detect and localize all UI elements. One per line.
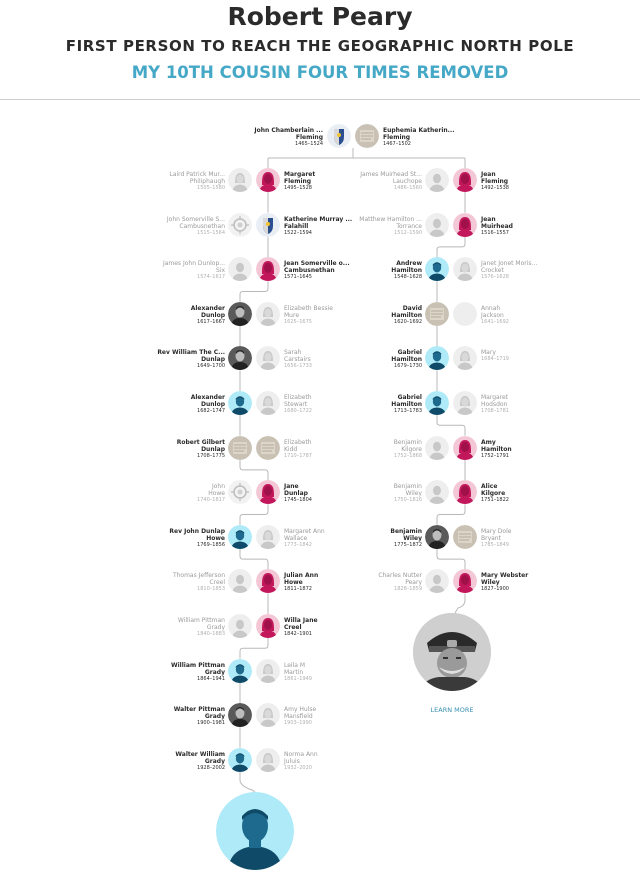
person-name: Willa Jane	[284, 617, 318, 624]
person-surname: Dunlap	[201, 356, 225, 364]
person-dates: 1512–1590	[394, 229, 422, 236]
male-silhouette-icon[interactable]	[228, 257, 252, 281]
ancestor-card[interactable]	[284, 171, 315, 192]
person-dates: 1811–1872	[284, 586, 312, 593]
person-surname: Grady	[206, 624, 225, 631]
person-dates: 1682–1747	[197, 408, 225, 414]
crest-icon[interactable]	[228, 480, 252, 504]
spouse-card[interactable]	[284, 394, 312, 415]
person-name: Benjamin	[393, 438, 422, 446]
person-surname: Muirhead	[481, 222, 513, 230]
page-subtitle: FIRST PERSON TO REACH THE GEOGRAPHIC NORTH POLE	[65, 37, 575, 55]
person-surname: Dunlap	[201, 445, 225, 453]
connector-line	[268, 148, 465, 168]
ancestor-card[interactable]	[284, 260, 350, 281]
ancestor-card[interactable]	[177, 439, 225, 460]
connector-line	[240, 460, 268, 481]
person-dates: 1571–1645	[284, 274, 312, 281]
portrait-photo-icon[interactable]	[228, 703, 252, 727]
person-dates: 1775–1872	[394, 541, 422, 548]
person-name: Charles Nutter	[378, 572, 422, 580]
ancestor-card[interactable]	[390, 528, 422, 549]
ancestor-card[interactable]	[481, 572, 528, 593]
person-surname: Grady	[204, 713, 225, 721]
person-name: Margaret	[284, 171, 316, 178]
spouse-card[interactable]	[481, 528, 511, 549]
document-photo-icon[interactable]	[256, 436, 280, 460]
person-name: Mary	[481, 349, 496, 357]
person-surname: Creel	[209, 579, 225, 587]
learn-more-link[interactable]: LEARN MORE	[430, 706, 474, 714]
male-silhouette-icon[interactable]	[425, 480, 449, 504]
person-surname: Grady	[204, 668, 225, 676]
person-name: Thomas Jefferson	[172, 572, 225, 580]
female-avatar-icon[interactable]	[256, 168, 280, 192]
spouse-card[interactable]	[163, 260, 225, 281]
person-dates: 1932–2020	[284, 764, 312, 771]
person-dates: 1495–1528	[284, 185, 312, 191]
person-name: Jean	[481, 171, 496, 178]
person-name: Alexander	[190, 304, 225, 312]
person-surname: Hamilton	[391, 267, 422, 275]
ancestor-card[interactable]	[391, 305, 422, 326]
connector-line	[240, 772, 255, 792]
person-surname: Fleming	[481, 178, 509, 185]
person-surname: Hamilton	[391, 356, 422, 364]
person-dates: 1713–1783	[394, 408, 422, 414]
female-avatar-icon[interactable]	[453, 480, 477, 504]
person-dates: 1679–1730	[394, 363, 422, 370]
person-surname: Wiley	[481, 579, 500, 587]
person-dates: 1810–1853	[197, 586, 225, 593]
person-surname: Wiley	[405, 490, 422, 498]
person-dates: 1785–1849	[481, 541, 509, 548]
person-surname: Kilgore	[401, 445, 422, 453]
person-surname: Mansfield	[284, 713, 313, 721]
person-surname: Crocket	[481, 267, 504, 275]
person-dates: 1864–1941	[197, 675, 225, 682]
person-name: Leila M	[284, 661, 306, 669]
person-dates: 1750–1816	[394, 497, 422, 504]
person-surname: Lauchope	[392, 178, 422, 185]
person-name: Jane	[284, 483, 299, 491]
ancestor-card[interactable]	[481, 439, 512, 460]
connector-line	[240, 638, 268, 659]
person-surname: Wiley	[403, 534, 422, 542]
spouse-card[interactable]	[284, 305, 333, 326]
ancestor-card[interactable]	[481, 483, 509, 504]
document-photo-icon[interactable]	[425, 302, 449, 326]
person-surname: Six	[215, 267, 225, 275]
male-avatar-icon[interactable]	[425, 257, 449, 281]
person-name: Elizabeth Bessie	[284, 304, 333, 312]
person-surname: Bryant	[481, 534, 501, 542]
ancestor-card[interactable]	[171, 662, 225, 683]
person-surname: Peary	[405, 579, 422, 587]
person-surname: Mure	[284, 311, 300, 319]
person-surname: Hamilton	[391, 401, 422, 408]
person-dates: 1641–1692	[481, 318, 509, 325]
person-name: Margaret	[481, 394, 509, 401]
connector-line	[240, 549, 268, 570]
spouse-card[interactable]	[197, 483, 225, 504]
person-surname: Falahill	[284, 222, 309, 230]
ancestor-card[interactable]	[481, 171, 509, 192]
person-dates: 1752–1791	[481, 452, 509, 459]
person-dates: 1903–1990	[284, 720, 312, 727]
male-avatar-icon[interactable]	[228, 659, 252, 683]
ancestor-card[interactable]	[383, 127, 454, 148]
spouse-card[interactable]	[378, 572, 422, 593]
spouse-card[interactable]	[284, 706, 316, 727]
portrait-photo-icon[interactable]	[228, 302, 252, 326]
person-surname: Stewart	[284, 401, 308, 408]
spouse-card[interactable]	[284, 349, 312, 370]
connector-line	[437, 504, 465, 525]
person-name: Matthew Hamilton ...	[359, 215, 422, 223]
ancestor-card[interactable]	[157, 349, 225, 370]
female-silhouette-icon[interactable]	[256, 748, 280, 772]
person-surname: Cambusnethan	[179, 222, 225, 230]
person-dates: 1751–1822	[481, 497, 509, 504]
ancestor-card[interactable]	[391, 349, 422, 370]
person-name: Jean	[481, 215, 496, 223]
connector-line	[455, 593, 465, 613]
ancestor-card[interactable]	[191, 305, 225, 326]
person-surname: Hodsdon	[481, 401, 508, 408]
crest-icon[interactable]	[228, 213, 252, 237]
person-surname: Kidd	[284, 445, 298, 453]
person-name: Mary Webster	[481, 572, 529, 580]
person-dates: 1828–1859	[394, 586, 422, 593]
spouse-card[interactable]	[173, 572, 225, 593]
person-name: Laird Patrick Mur...	[169, 171, 225, 178]
person-surname: Kilgore	[481, 490, 506, 498]
person-dates: 1773–1842	[284, 541, 312, 548]
person-name: Mary Dole	[481, 527, 512, 535]
person-dates: 1492–1538	[481, 185, 509, 191]
ancestor-card[interactable]	[191, 394, 225, 415]
person-surname: Dunlop	[201, 311, 225, 319]
relationship-label: MY 10TH COUSIN FOUR TIMES REMOVED	[131, 63, 509, 82]
female-silhouette-icon[interactable]	[256, 525, 280, 549]
person-name: Alice	[481, 483, 498, 491]
blank-photo-icon[interactable]	[453, 302, 477, 326]
male-silhouette-icon[interactable]	[228, 614, 252, 638]
document-photo-icon[interactable]	[355, 124, 379, 148]
female-silhouette-icon[interactable]	[453, 391, 477, 415]
person-dates: 1740–1817	[197, 497, 225, 504]
person-name: Jean Somerville o...	[284, 260, 350, 268]
person-surname: Fleming	[295, 134, 323, 141]
person-name: Walter William	[175, 750, 225, 758]
person-name: David	[402, 304, 422, 312]
person-dates: 1710–1787	[284, 452, 312, 459]
person-surname: Jackson	[481, 311, 504, 319]
person-surname: Fleming	[284, 178, 312, 185]
person-dates: 1617–1667	[197, 318, 225, 325]
person-name: Katherine Murray ...	[284, 215, 353, 223]
person-dates: 1574–1617	[197, 274, 225, 281]
person-name: Benjamin	[390, 527, 422, 535]
ancestor-card[interactable]	[284, 216, 352, 237]
person-dates: 1769–1856	[197, 541, 225, 548]
person-surname: Martin	[284, 668, 304, 676]
person-dates: 1827–1900	[481, 586, 509, 593]
person-name: Amy	[481, 438, 496, 446]
person-dates: 1548–1628	[394, 274, 422, 281]
person-surname: Grady	[204, 757, 225, 765]
person-name: Alexander	[190, 394, 225, 401]
person-name: Elizabeth	[284, 438, 312, 446]
female-silhouette-icon[interactable]	[256, 703, 280, 727]
person-name: James Muirhead St...	[360, 171, 422, 178]
ancestor-card[interactable]	[169, 528, 225, 549]
female-silhouette-icon[interactable]	[256, 659, 280, 683]
ancestor-card[interactable]	[254, 127, 323, 148]
person-surname: Creel	[284, 624, 302, 631]
female-silhouette-icon[interactable]	[256, 302, 280, 326]
male-avatar-icon[interactable]	[228, 391, 252, 415]
male-avatar-icon[interactable]	[228, 525, 252, 549]
person-name: Julian Ann	[284, 572, 319, 580]
person-dates: 1467–1502	[383, 141, 411, 147]
connector-line	[240, 504, 268, 525]
male-silhouette-icon[interactable]	[425, 168, 449, 192]
person-dates: 1486–1560	[394, 185, 422, 191]
person-name: Benjamin	[393, 483, 422, 491]
ancestor-card[interactable]	[284, 483, 312, 504]
document-photo-icon[interactable]	[228, 436, 252, 460]
person-surname: Wallace	[284, 534, 308, 542]
ancestor-card[interactable]	[391, 260, 422, 281]
page-title: Robert Peary	[227, 2, 413, 31]
female-silhouette-icon[interactable]	[256, 391, 280, 415]
person-dates: 1861–1949	[284, 675, 312, 682]
person-dates: 1515–1564	[197, 229, 225, 236]
person-name: John Somerville S...	[166, 215, 225, 223]
female-silhouette-icon[interactable]	[228, 168, 252, 192]
person-name: John Chamberlain ...	[254, 127, 323, 134]
person-name: Janet Jonet Moris...	[481, 260, 538, 268]
spouse-card[interactable]	[169, 171, 225, 192]
male-avatar-icon[interactable]	[425, 391, 449, 415]
person-dates: 1840–1883	[197, 631, 225, 637]
person-name: Amy Hulse	[284, 706, 317, 714]
person-dates: 1465–1524	[295, 141, 323, 147]
coat-of-arms-icon[interactable]	[327, 124, 351, 148]
person-dates: 1620–1692	[394, 318, 422, 325]
ancestor-card[interactable]	[391, 394, 422, 415]
person-name: John	[211, 483, 225, 491]
person-surname: Torrance	[396, 222, 422, 230]
spouse-card[interactable]	[481, 349, 509, 363]
person-dates: 1522–1594	[284, 229, 312, 236]
person-dates: 1708–1775	[197, 452, 225, 459]
spouse-card[interactable]	[284, 439, 312, 460]
robert-peary-photo[interactable]	[413, 613, 491, 691]
ancestor-card[interactable]	[175, 751, 225, 772]
coat-of-arms-icon[interactable]	[256, 213, 280, 237]
connector-line	[437, 415, 465, 436]
male-avatar-icon[interactable]	[228, 748, 252, 772]
person-dates: 1649–1700	[197, 363, 225, 370]
person-name: Sarah	[284, 349, 302, 357]
spouse-card[interactable]	[178, 617, 225, 638]
ancestor-card[interactable]	[284, 572, 318, 593]
person-name: William Pittman	[177, 617, 225, 624]
person-dates: 1680–1722	[284, 408, 312, 414]
spouse-card[interactable]	[284, 751, 318, 772]
person-dates: 1576–1628	[481, 274, 509, 281]
person-name: Walter Pittman	[173, 706, 225, 714]
female-avatar-icon[interactable]	[256, 257, 280, 281]
spouse-card[interactable]	[284, 528, 325, 549]
person-name: Euphemia Katherin...	[383, 127, 455, 134]
connector-line	[437, 237, 465, 258]
person-surname: Fleming	[383, 134, 411, 141]
person-dates: 1900–1981	[197, 720, 225, 727]
person-name: Robert Gilbert	[176, 438, 225, 446]
portrait-photo-icon[interactable]	[425, 525, 449, 549]
female-avatar-icon[interactable]	[453, 436, 477, 460]
person-surname: Juluis	[284, 757, 300, 765]
person-surname: Howe	[206, 534, 225, 542]
person-name: Gabriel	[397, 394, 422, 401]
male-silhouette-icon[interactable]	[425, 436, 449, 460]
person-dates: 1708–1781	[481, 408, 509, 414]
person-dates: 1745–1804	[284, 497, 312, 504]
female-avatar-icon[interactable]	[256, 480, 280, 504]
person-surname: Philiphaugh	[189, 178, 225, 185]
person-surname: Cambusnethan	[284, 267, 335, 275]
female-silhouette-icon[interactable]	[453, 257, 477, 281]
spouse-card[interactable]	[167, 216, 225, 237]
person-name: Rev William The C...	[157, 349, 225, 357]
person-surname: Hamilton	[391, 311, 422, 319]
person-name: William Pittman	[171, 661, 225, 669]
person-dates: 1752–1868	[394, 452, 422, 459]
person-dates: 1928–2002	[197, 764, 225, 771]
spouse-card[interactable]	[394, 483, 422, 504]
male-silhouette-icon[interactable]	[425, 213, 449, 237]
user-avatar-icon	[216, 792, 294, 870]
person-name: Rev John Dunlap	[169, 527, 225, 535]
spouse-card[interactable]	[284, 662, 312, 683]
person-name: Andrew	[396, 260, 422, 268]
spouse-card[interactable]	[359, 216, 422, 237]
person-name: Elizabeth	[284, 394, 312, 401]
person-dates: 1656–1733	[284, 363, 312, 370]
person-surname: Dunlop	[201, 401, 225, 408]
person-name: Margaret Ann	[284, 527, 325, 535]
person-surname: Dunlap	[284, 490, 308, 498]
person-name: Gabriel	[397, 349, 422, 357]
ancestor-card[interactable]	[174, 706, 225, 727]
spouse-card[interactable]	[481, 260, 537, 281]
connector-line	[437, 549, 465, 570]
person-surname: Hamilton	[481, 445, 512, 453]
spouse-card[interactable]	[394, 439, 422, 460]
person-surname: Howe	[208, 490, 225, 498]
spouse-card[interactable]	[360, 171, 422, 192]
spouse-card[interactable]	[481, 394, 509, 415]
document-photo-icon[interactable]	[453, 525, 477, 549]
person-surname: Howe	[284, 579, 303, 587]
person-dates: 1684–1719	[481, 356, 509, 363]
person-name: Norma Ann	[284, 750, 318, 758]
female-avatar-icon[interactable]	[453, 168, 477, 192]
person-name: Annah	[481, 304, 501, 312]
female-avatar-icon[interactable]	[453, 213, 477, 237]
person-name: James John Dunlop...	[162, 260, 225, 268]
person-dates: 1505–1580	[197, 185, 225, 191]
ancestor-card[interactable]	[284, 617, 318, 638]
female-avatar-icon[interactable]	[256, 614, 280, 638]
person-surname: Carstairs	[284, 356, 311, 364]
person-dates: 1842–1901	[284, 631, 312, 637]
ancestor-card[interactable]	[481, 216, 513, 237]
person-dates: 1516–1557	[481, 229, 509, 236]
spouse-card[interactable]	[481, 305, 509, 326]
person-dates: 1625–1675	[284, 318, 312, 325]
connector-line	[240, 281, 268, 302]
